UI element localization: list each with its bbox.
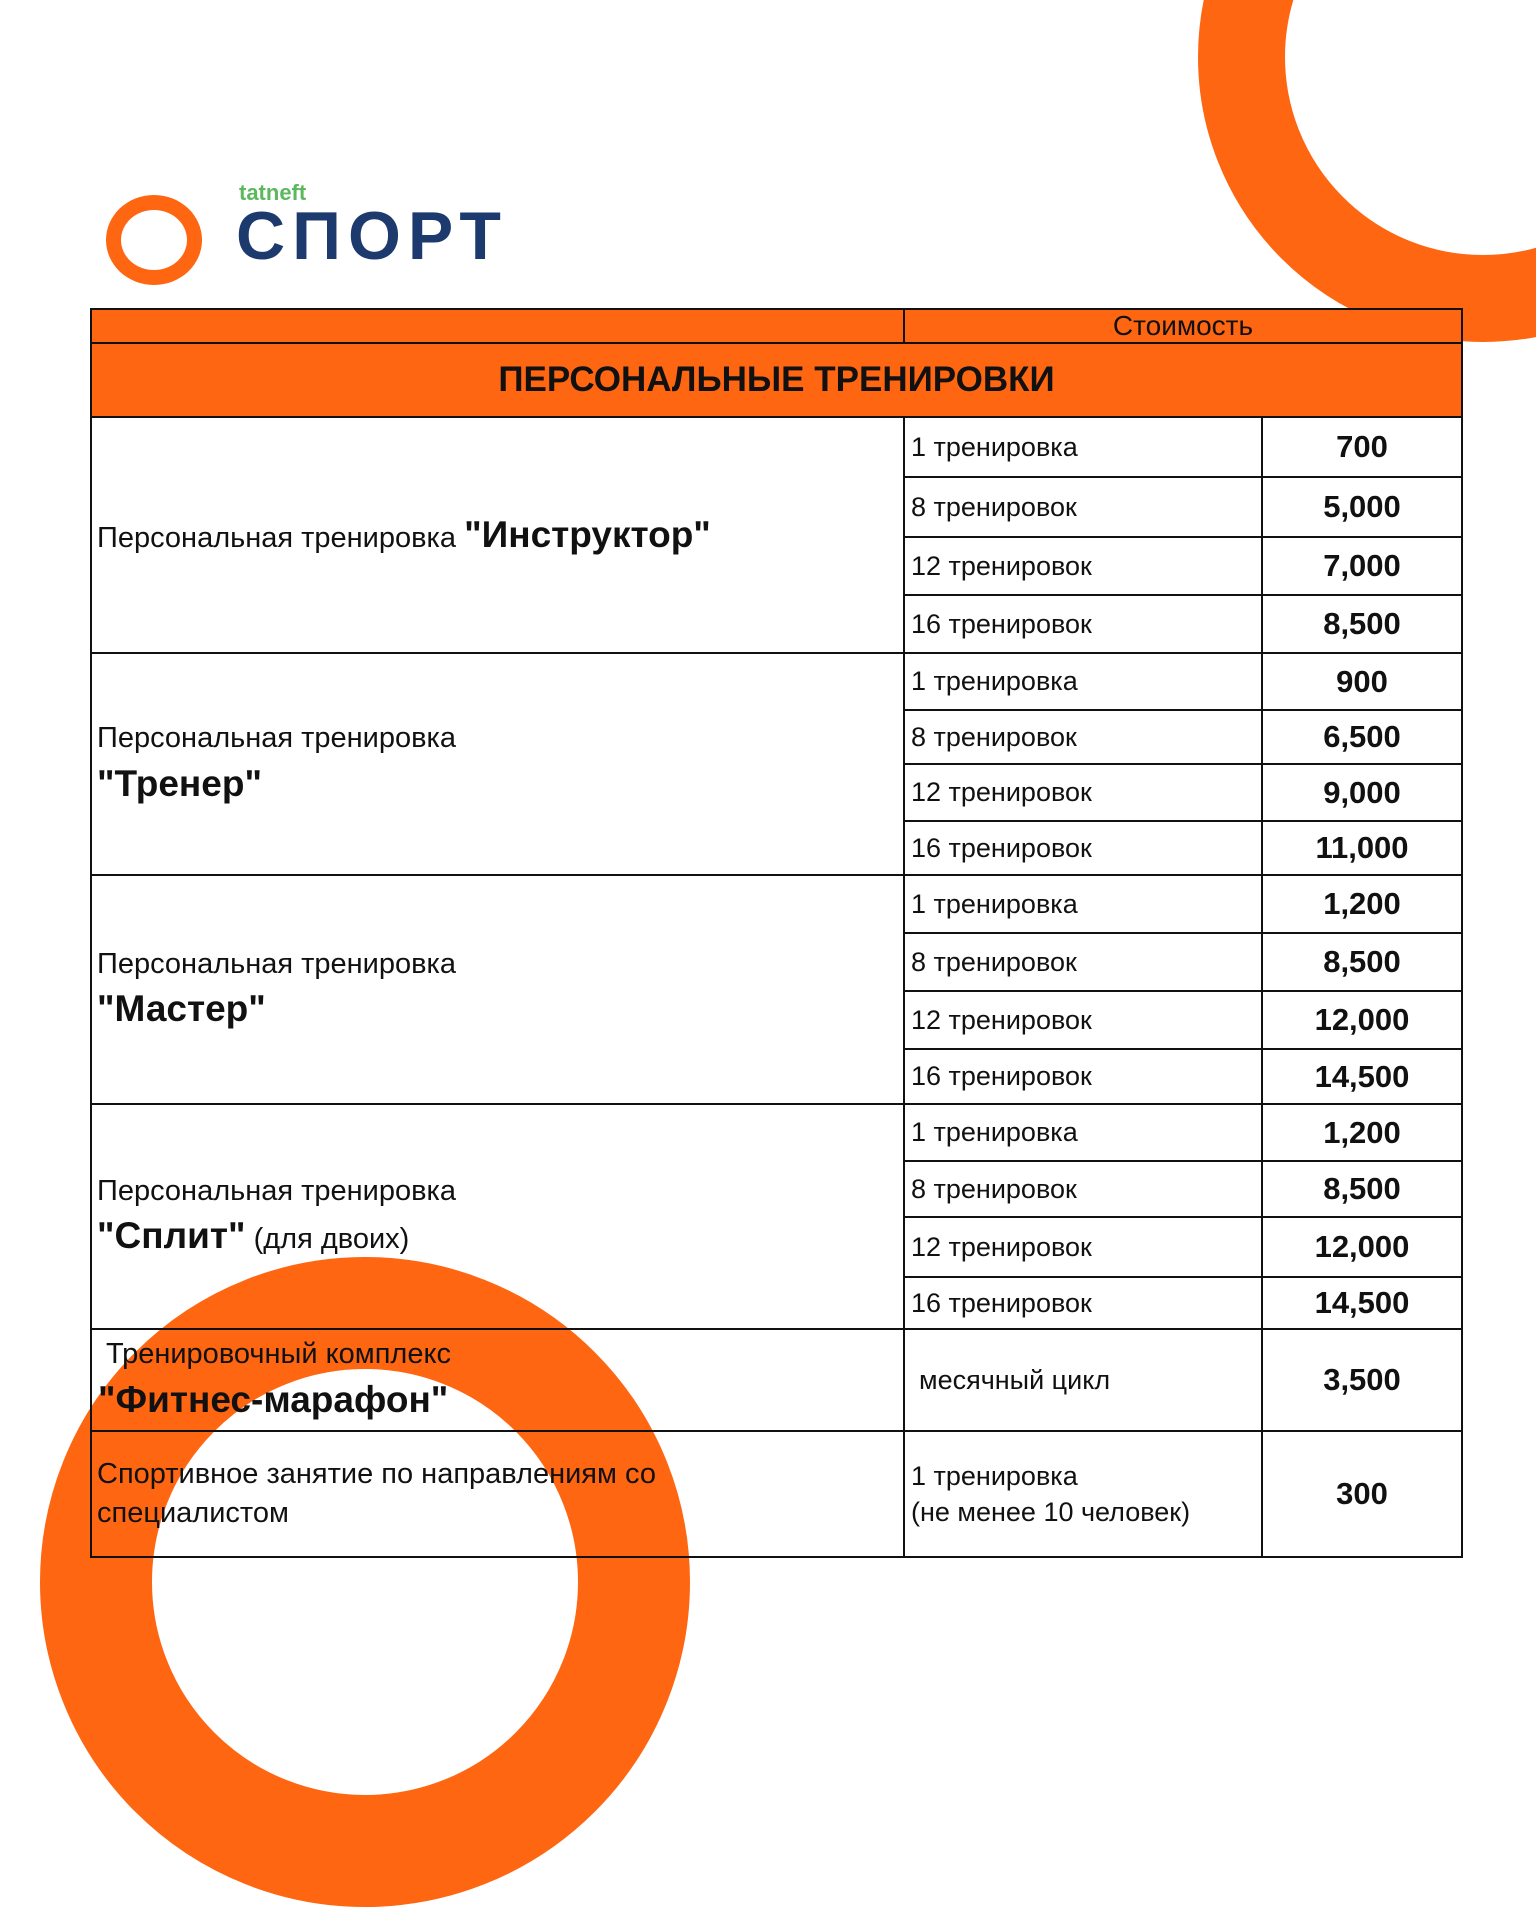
option-label: 1 тренировка (904, 653, 1262, 710)
option-label: 16 тренировок (904, 595, 1262, 653)
group-instructor (91, 417, 904, 653)
group-prefix: Персональная тренировка (97, 722, 457, 755)
group-trainer (91, 653, 904, 875)
group-name: "Инструктор" (464, 514, 711, 556)
option-label: 8 тренировок (904, 1161, 1262, 1217)
group-split (91, 1104, 904, 1329)
option-price: 1,200 (1262, 875, 1462, 933)
option-price: 8,500 (1262, 1161, 1462, 1217)
section-title: ПЕРСОНАЛЬНЫЕ ТРЕНИРОВКИ (91, 343, 1462, 417)
option-price: 300 (1262, 1431, 1462, 1557)
option-label: 12 тренировок (904, 537, 1262, 595)
option-label: 1 тренировка (904, 1104, 1262, 1161)
option-price: 9,000 (1262, 764, 1462, 821)
option-label: 12 тренировок (904, 764, 1262, 821)
option-price: 5,000 (1262, 477, 1462, 537)
option-line1: 1 тренировка (911, 1460, 1078, 1491)
option-price: 1,200 (1262, 1104, 1462, 1161)
option-label: 8 тренировок (904, 710, 1262, 764)
group-name: "Мастер" (97, 988, 266, 1030)
option-label: 1 тренировка (904, 417, 1262, 477)
group-prefix: Персональная тренировка (97, 522, 457, 555)
group-class (91, 1431, 904, 1557)
option-label: 12 тренировок (904, 991, 1262, 1049)
option-label: 1 тренировка (904, 875, 1262, 933)
option-price: 700 (1262, 417, 1462, 477)
option-line2: (не менее 10 человек) (911, 1497, 1191, 1527)
option-price: 14,500 (1262, 1049, 1462, 1104)
cost-header: Стоимость (904, 309, 1462, 343)
option-label: 12 тренировок (904, 1217, 1262, 1277)
header-blank-cell (91, 309, 904, 343)
option-label: 16 тренировок (904, 1049, 1262, 1104)
option-price: 8,500 (1262, 595, 1462, 653)
group-name: "Сплит" (97, 1215, 246, 1257)
option-price: 8,500 (1262, 933, 1462, 991)
option-price: 14,500 (1262, 1277, 1462, 1329)
decorative-ring-top (1198, 0, 1536, 342)
group-prefix: Тренировочный комплекс (106, 1338, 451, 1371)
option-label: месячный цикл (904, 1329, 1262, 1431)
logo-ring-icon (106, 195, 202, 285)
group-name: "Тренер" (97, 762, 262, 804)
option-price: 12,000 (1262, 991, 1462, 1049)
option-label: 16 тренировок (904, 1277, 1262, 1329)
group-prefix: Персональная тренировка (97, 1174, 457, 1207)
option-label: 8 тренировок (904, 477, 1262, 537)
option-label: 16 тренировок (904, 821, 1262, 875)
group-master (91, 875, 904, 1104)
group-prefix: Персональная тренировка (97, 947, 457, 980)
group-class-line2: специалистом (97, 1497, 289, 1529)
logo-small-text: tatneft (239, 180, 307, 205)
option-label (904, 1431, 1262, 1557)
option-price: 12,000 (1262, 1217, 1462, 1277)
price-table (90, 308, 1463, 1558)
logo-big-text: СПОРТ (236, 198, 508, 274)
option-label: 8 тренировок (904, 933, 1262, 991)
option-price: 7,000 (1262, 537, 1462, 595)
option-price: 900 (1262, 653, 1462, 710)
group-marathon (91, 1329, 904, 1431)
option-price: 11,000 (1262, 821, 1462, 875)
option-price: 6,500 (1262, 710, 1462, 764)
group-class-line1: Спортивное занятие по направлениям со (97, 1457, 656, 1490)
option-price: 3,500 (1262, 1329, 1462, 1431)
group-note: (для двоих) (253, 1223, 410, 1256)
group-name: "Фитнес-марафон" (98, 1378, 449, 1420)
